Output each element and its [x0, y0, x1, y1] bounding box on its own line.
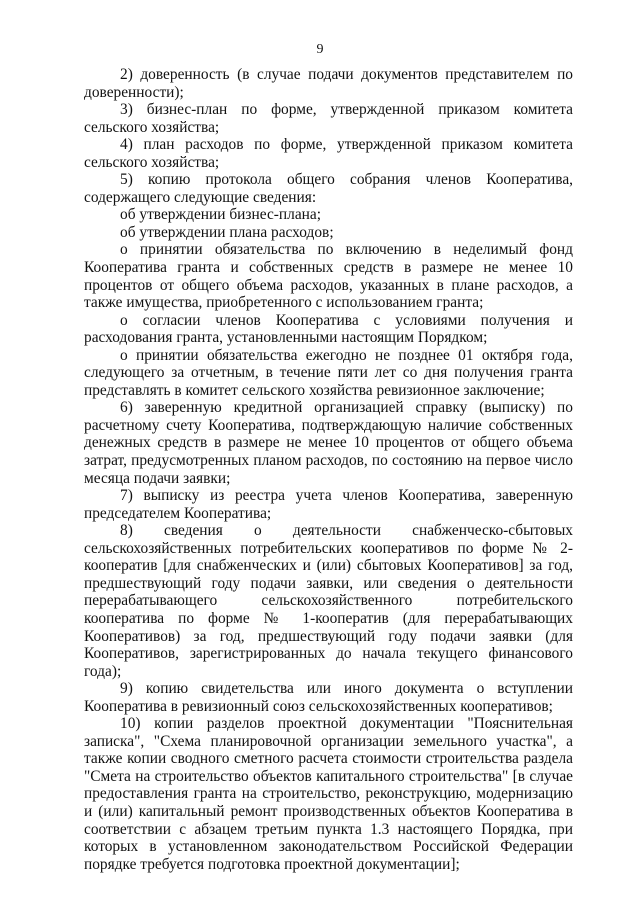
- paragraph-annual-audit-obligation: о принятии обязательства ежегодно не позднее 01 октября года, следующего за отчетным, в течение пяти лет со дня получения гранта представлять в комитет сельского хозяйства ревизионное заключение;: [84, 346, 573, 399]
- paragraph-item-2-power-of-attorney: 2) доверенность (в случае подачи документов представителем по доверенности);: [84, 66, 573, 101]
- paragraph-item-3-business-plan: 3) бизнес-план по форме, утвержденной приказом комитета сельского хозяйства;: [84, 101, 573, 136]
- paragraph-business-plan-approval: об утверждении бизнес-плана;: [120, 206, 321, 224]
- page-number: 9: [316, 42, 324, 57]
- paragraph-item-10-project-docs: 10) копии разделов проектной документации "Пояснительная записка", "Схема планировочной организации земельного участка", а также копии сводного сметного расчета стоимости строительства раздела "Смета на строительство объектов капитального строительства" [в случае предоставления гранта на строительство, реконструкцию, модернизацию и (или) капитальный ремонт производственных объектов Кооператива в соответствии с абзацем третьим пункта 1.3 настоящего Порядка, при которых в установленном законодательством Российской Федерации порядке требуется подготовка проектной документации];: [84, 715, 573, 873]
- paragraph-item-6-bank-statement: 6) заверенную кредитной организацией справку (выписку) по расчетному счету Кооператива, подтверждающую наличие собственных денежных средств в размере не менее 10 процентов от общего объема затрат, предусмотренных планом расходов, по состоянию на первое число месяца подачи заявки;: [84, 399, 573, 487]
- paragraph-item-9-audit-union: 9) копию свидетельства или иного документа о вступлении Кооператива в ревизионный союз сельскохозяйственных кооперативов;: [84, 680, 573, 715]
- paragraph-item-7-members-registry: 7) выписку из реестра учета членов Кооператива, заверенную председателем Кооператива;: [84, 487, 573, 522]
- paragraph-grant-conditions-consent: о согласии членов Кооператива с условиями получения и расходования гранта, установленными настоящим Порядком;: [84, 311, 573, 347]
- paragraph-item-5-meeting-protocol: 5) копию протокола общего собрания членов Кооператива, содержащего следующие сведения:: [84, 171, 573, 206]
- document-body: [84, 66, 573, 873]
- paragraph-item-4-expense-plan: 4) план расходов по форме, утвержденной приказом комитета сельского хозяйства;: [84, 136, 573, 171]
- paragraph-indivisible-fund-obligation: о принятии обязательства по включению в неделимый фонд Кооператива гранта и собственных средств в размере не менее 10 процентов от общего объема расходов, указанных в плане расходов, а также имущества, приобретенного с использованием гранта;: [84, 241, 573, 312]
- paragraph-expense-plan-approval: об утверждении плана расходов;: [120, 223, 334, 241]
- paragraph-item-8-activity-info: 8) сведения о деятельности снабженческо-сбытовых сельскохозяйственных потребительских кооперативов по форме № 2-кооператив [для снабженческих и (или) сбытовых Кооперативов] за год, предшествующий году подачи заявки, или сведения о деятельности перерабатывающего сельскохозяйственного потребительского кооператива по форме № 1-кооператив (для перерабатывающих Кооперативов) за год, предшествующий году подачи заявки (для Кооперативов, зарегистрированных до начала текущего финансового года);: [84, 522, 573, 680]
